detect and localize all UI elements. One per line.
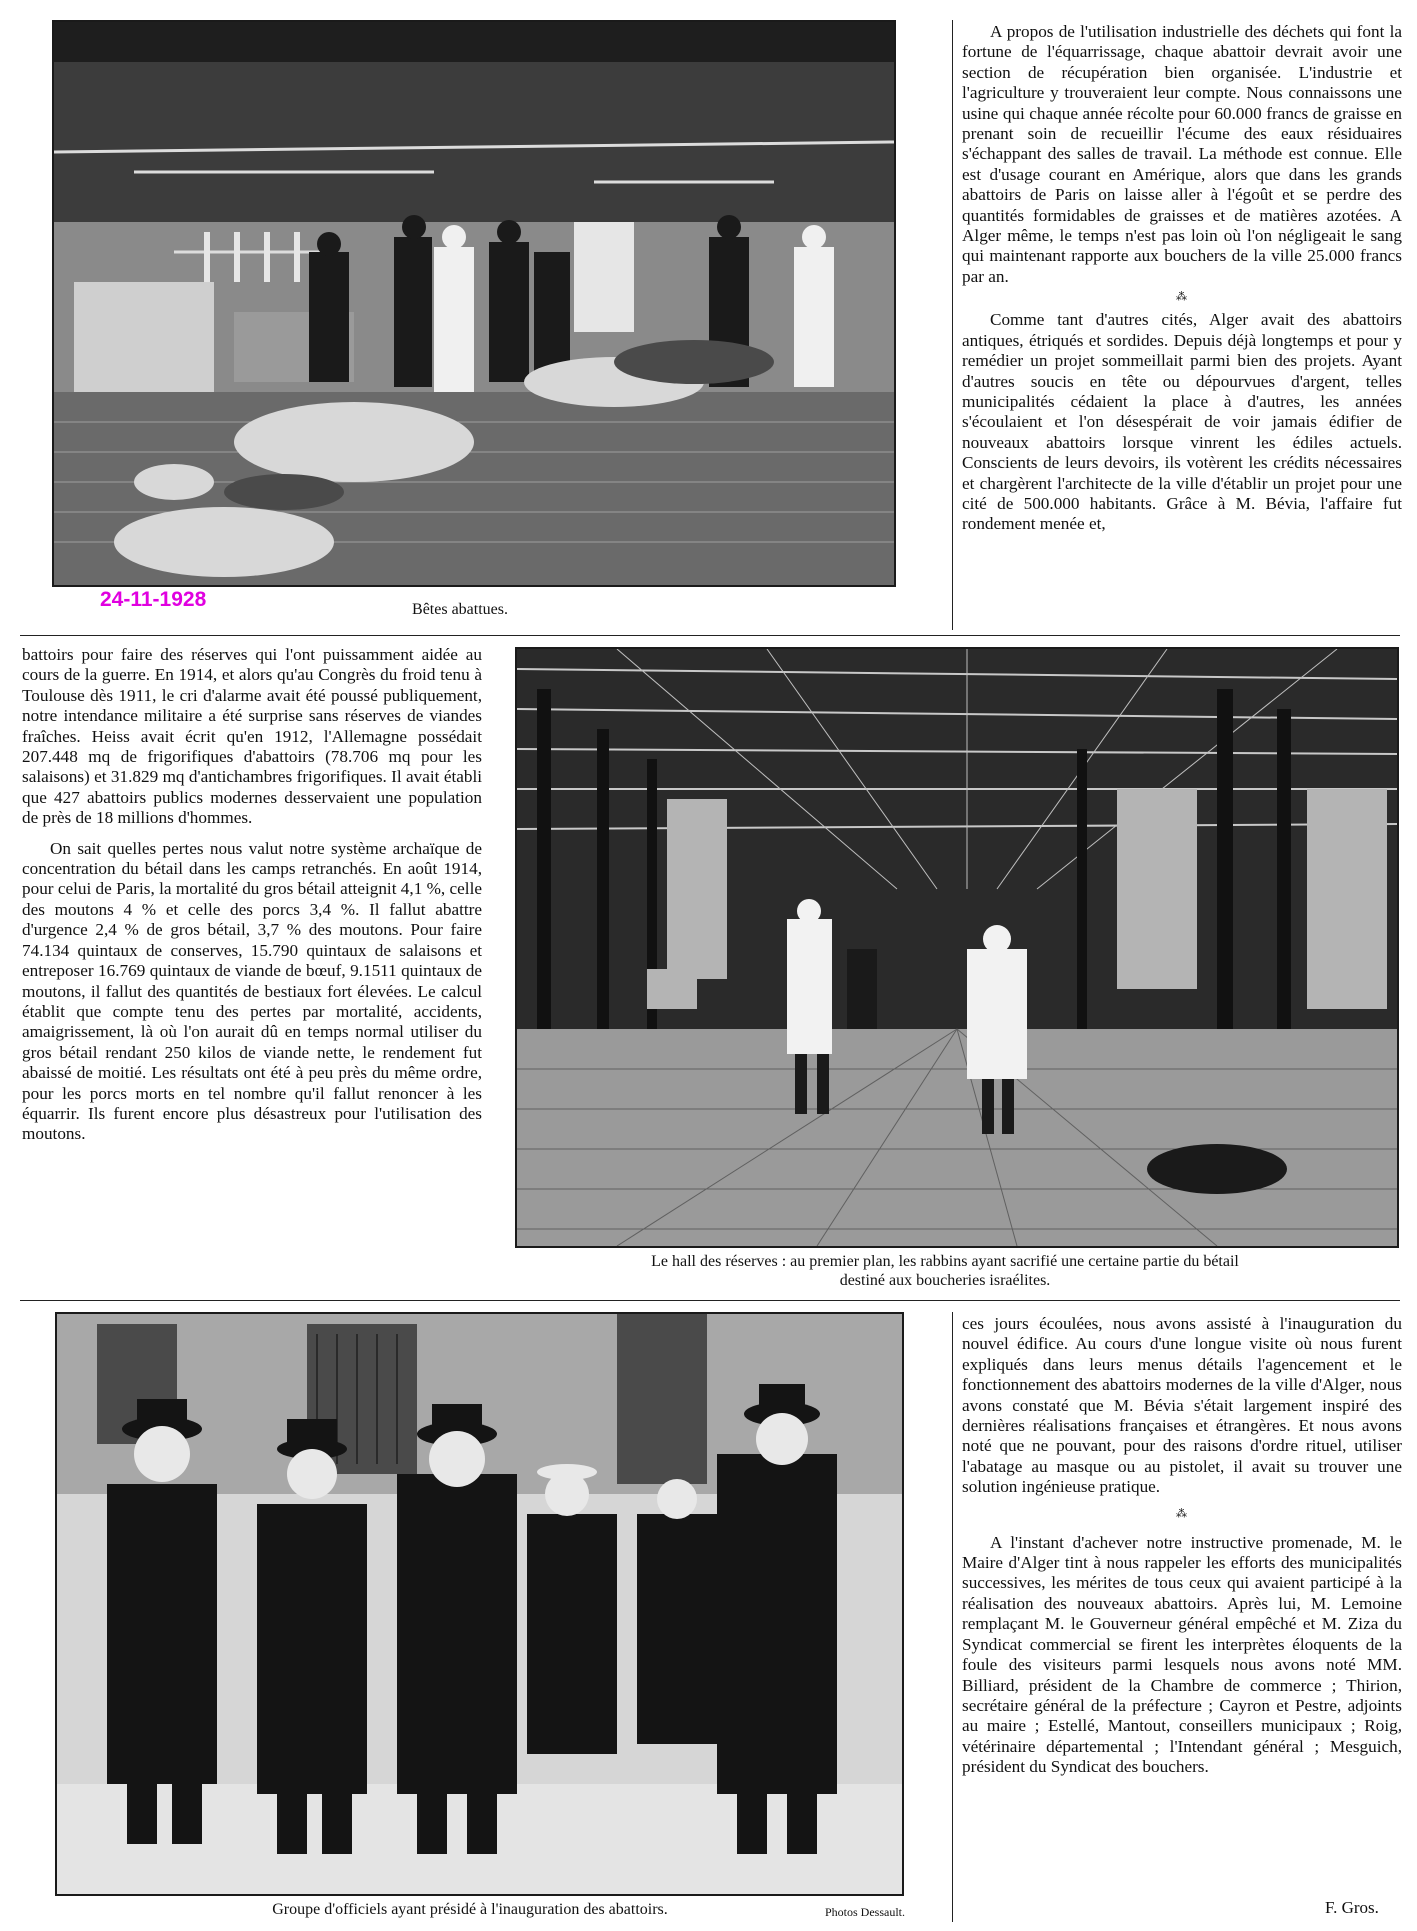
date-stamp: 24-11-1928 xyxy=(100,588,207,611)
paragraph-war-reserves: battoirs pour faire des réserves qui l'ont puissamment aidée au cours de la guerre. En 1914, et alors qu'au Congrès du froid tenu à Toulouse dès 1911, le cri d'alarme avait été poussé publiquement, notre intendance militaire a été surprise sans réserves de viandes fraîches. Heiss avait écrit qu'en 1912, l'Allemagne possédait 207.448 mq de frigorifiques d'abattoirs (78.706 mq pour les salaisons) et 31.829 mq d'antichambres frigorifiques. Il avait établi que 427 abattoirs publics modernes desservaient une population de près de 18 millions d'hommes. xyxy=(22,645,482,828)
column-rule xyxy=(952,1312,953,1922)
column-rule xyxy=(952,20,953,630)
section-separator: ⁂ xyxy=(1176,291,1188,304)
caption-photo-2-line-1: Le hall des réserves : au premier plan, les rabbins ayant sacrifié une certaine partie du bétail xyxy=(651,1253,1239,1270)
photo-officials-group xyxy=(55,1312,904,1896)
caption-photo-2-line-2: destiné aux boucheries israélites. xyxy=(839,1272,1051,1289)
caption-photo-2 xyxy=(495,1252,1395,1290)
photo-slaughtered-animals xyxy=(52,20,896,587)
paragraph-old-abattoirs: Comme tant d'autres cités, Alger avait des abattoirs antiques, étriqués et sordides. Depuis déjà longtemps et pour y remédier un projet sommeillait parmi bien des projets. Ayant d'autres soucis en tête ou dépourvues d'argent, telles municipalités cédaient la place à d'autres, les années s'écoulaient et l'on désespérait de voir jamais édifier de nouveaux abattoirs lorsque vinrent les édiles actuels. Conscients de leurs devoirs, ils votèrent les crédits nécessaires et chargèrent l'architecte de la ville d'établir un projet pour une cité de 500.000 habitants. Grâce à M. Bévia, l'affaire fut rondement menée et, xyxy=(962,310,1402,534)
paragraph-losses: On sait quelles pertes nous valut notre système archaïque de concentration du bétail dans les camps retranchés. En août 1914, pour celui de Paris, la mortalité du gros bétail atteignit 4,1 %, celle des moutons 4 % et celle des porcs 3,4 %. Il fallut abattre d'urgence 2,4 % de gros bétail, 3,7 % des moutons. Pour faire 74.134 quintaux de conserves, 15.790 quintaux de salaisons et entreposer 16.769 quintaux de viande de bœuf, 9.1511 quintaux de moutons, il fallut des quantités de bestiaux fort élevées. Le calcul établit que compte tenu des pertes par mortalité, accidents, amaigrissement, là où l'on aurait dû en temps normal utiliser du gros bétail rendant 250 kilos de viande nette, le rendement fut abaissé de moitié. Les résultats ont été à peu près du même ordre, pour les porcs morts en tel nombre qu'il fallut renoncer à les équarrir. Ils furent encore plus désastreux pour l'utilisation des moutons. xyxy=(22,838,482,1144)
column-right-top xyxy=(962,22,1402,535)
paragraph-waste-recovery: A propos de l'utilisation industrielle des déchets qui font la fortune de l'équarrissage, chaque abattoir devrait avoir une section de récupération bien organisée. L'industrie et l'agriculture y trouveraient leur compte. Nous connaissons une usine qui chaque année récolte pour 60.000 francs de graisse en prenant soin de recueillir l'écume des eaux résiduaires s'échappant des salles de travail. La méthode est connue. Elle est d'usage courant en Amérique, alors que dans les grands abattoirs de Paris on laisse aller à l'égoût et se perdre des quantités formidables de graisses et de matières azotées. A Alger même, le temps n'est pas loin où l'on négligeait le sang qui maintenant rapporte aux bouchers de la ville 25.000 francs par an. xyxy=(962,22,1402,286)
paragraph-speeches: A l'instant d'achever notre instructive promenade, M. le Maire d'Alger tint à nous rappeler les efforts des municipalités successives, les mérites de tous ceux qui avaient participé à la réalisation des nouveaux abattoirs. Après lui, M. Lemoine remplaçant M. le Gouverneur général empêché et M. Ziza du Syndicat commercial se firent les interprètes éloquents de la foule des visiteurs parmi lesquels nous avons noté MM. Billiard, président de la Chambre de commerce ; Thirion, secrétaire général de la préfecture ; Cayron et Pestre, adjoints au maire ; Estellé, Mantout, conseillers municipaux ; Roig, vétérinaire départemental ; l'Intendant général ; Mesguich, président du Syndicat des bouchers. xyxy=(962,1532,1402,1777)
column-left-mid xyxy=(22,645,482,1145)
paragraph-inauguration: ces jours écoulées, nous avons assisté à l'inauguration du nouvel édifice. Au cours d'une longue visite où nous furent expliqués dans leurs menus détails l'agencement et le fonctionnement des abattoirs modernes de la ville d'Alger, nous avons constaté que M. Bévia s'était largement inspiré des dernières réalisations françaises et étrangères. Et nous avons noté que ne pouvant, pour des raisons d'ordre rituel, utiliser l'abatage au masque ou au pistolet, il avait su trouver une solution ingénieuse pratique. xyxy=(962,1314,1402,1497)
section-separator: ⁂ xyxy=(1176,1507,1188,1520)
author-signature: F. Gros. xyxy=(1325,1898,1379,1917)
section-rule xyxy=(20,1300,1400,1301)
photo-credit: Photos Dessault. xyxy=(824,1905,905,1919)
caption-photo-3: Groupe d'officiels ayant présidé à l'inauguration des abattoirs. xyxy=(272,1901,668,1918)
caption-photo-1: Bêtes abattues. xyxy=(412,601,508,618)
section-rule xyxy=(20,635,1400,636)
column-right-bottom xyxy=(962,1314,1402,1778)
photo-reserve-hall xyxy=(515,647,1399,1248)
